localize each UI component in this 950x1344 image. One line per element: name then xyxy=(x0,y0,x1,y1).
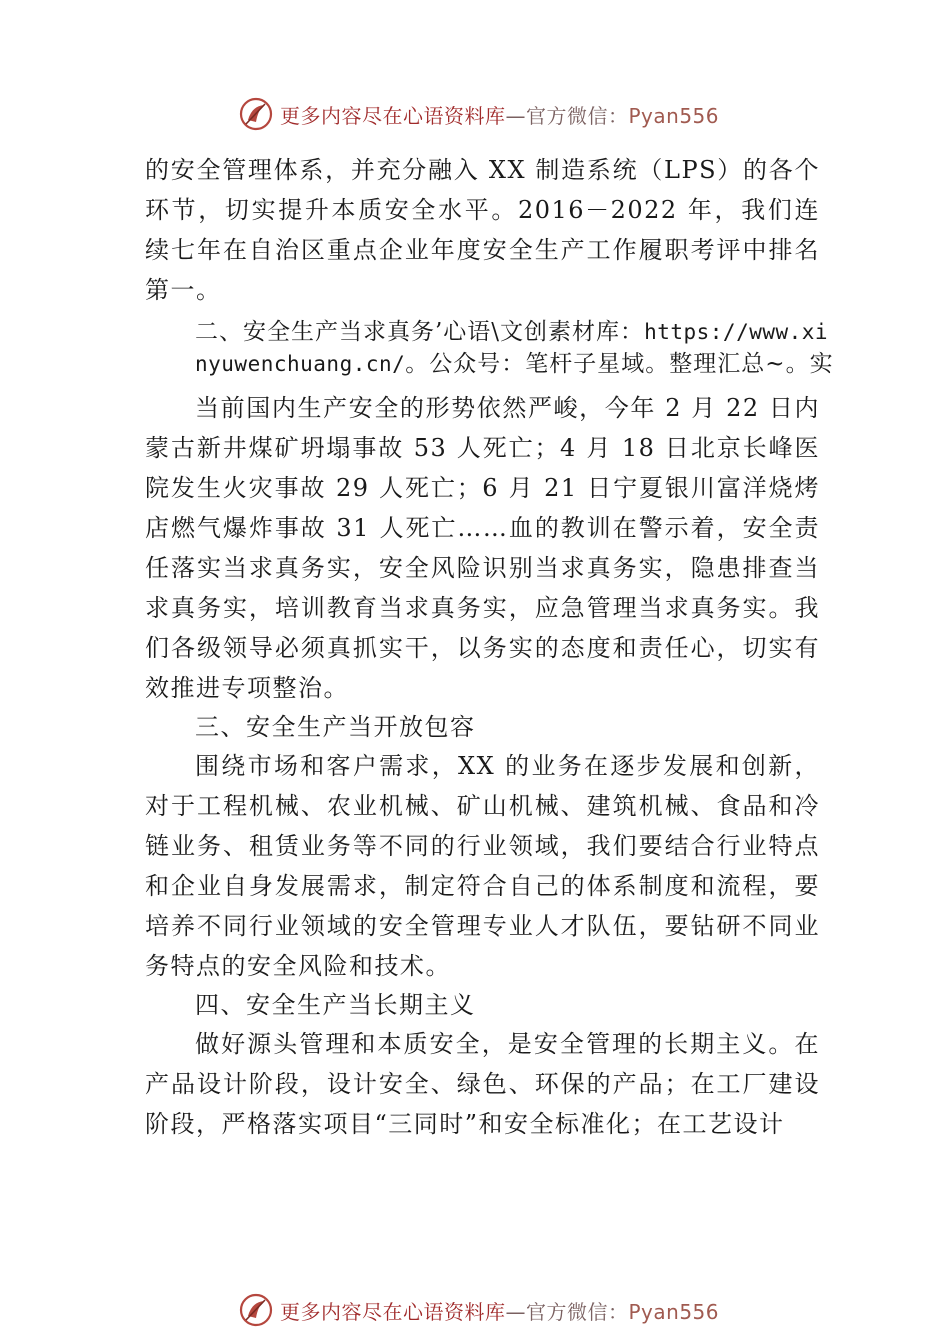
paragraph-section-4: 做好源头管理和本质安全，是安全管理的长期主义。在产品设计阶段，设计安全、绿色、环保的产品；在工厂建设阶段，严格落实项目“三同时”和安全标准化；在工艺设计 xyxy=(145,1030,820,1138)
document-body xyxy=(145,150,834,1144)
paragraph-continuation: 的安全管理体系，并充分融入 XX 制造系统（LPS）的各个环节，切实提升本质安全水平。2016－2022 年，我们连续七年在自治区重点企业年度安全生产工作履职考评中排名第一。 xyxy=(145,156,820,304)
banner-text xyxy=(280,100,719,129)
library-logo-icon xyxy=(238,1292,274,1328)
banner-wechat-id: Pyan556 xyxy=(628,1300,720,1324)
library-logo-icon xyxy=(238,96,274,132)
banner-wechat-id: Pyan556 xyxy=(628,104,720,128)
section-heading-3: 三、安全生产当开放包容 xyxy=(195,713,476,741)
banner-suffix: 官方微信： xyxy=(526,1300,629,1324)
heading-2-url: https://www.xinyuwenchuang.cn/ xyxy=(195,320,829,376)
banner-dash: — xyxy=(505,104,526,128)
banner-dash: — xyxy=(505,1300,526,1324)
section-heading-2 xyxy=(195,316,835,380)
paragraph-section-3: 围绕市场和客户需求，XX 的业务在逐步发展和创新，对于工程机械、农业机械、矿山机械、建筑机械、食品和冷链业务、租赁业务等不同的行业领域，我们要结合行业特点和企业自身发展需求，制定符合自己的体系制度和流程，要培养不同行业领域的安全管理专业人才队伍，要钻研不同业务特点的安全风险和技术。 xyxy=(145,752,820,980)
footer-banner xyxy=(0,1290,950,1330)
banner-prefix: 更多内容尽在心语资料库 xyxy=(280,104,506,128)
banner-suffix: 官方微信： xyxy=(526,104,629,128)
section-heading-4: 四、安全生产当长期主义 xyxy=(195,991,476,1019)
header-banner xyxy=(0,94,950,134)
heading-2-text-a: 二、安全生产当求真务’心语\文创素材库： xyxy=(195,319,645,345)
banner-prefix: 更多内容尽在心语资料库 xyxy=(280,1300,506,1324)
heading-2-text-b: 。公众号：笔杆子星域。整理汇总~。实 xyxy=(405,351,834,377)
banner-text xyxy=(280,1296,719,1325)
paragraph-section-2: 当前国内生产安全的形势依然严峻，今年 2 月 22 日内蒙古新井煤矿坍塌事故 53 人死亡；4 月 18 日北京长峰医院发生火灾事故 29 人死亡；6 月 21 日宁夏银川富洋烧烤店燃气爆炸事故 31 人死亡……血的教训在警示着，安全责任落实当求真务实，安全风险识别当求真务实，隐患排查当求真务实，培训教育当求真务实，应急管理当求真务实。我们各级领导必须真抓实干，以务实的态度和责任心，切实有效推进专项整治。 xyxy=(145,394,820,702)
